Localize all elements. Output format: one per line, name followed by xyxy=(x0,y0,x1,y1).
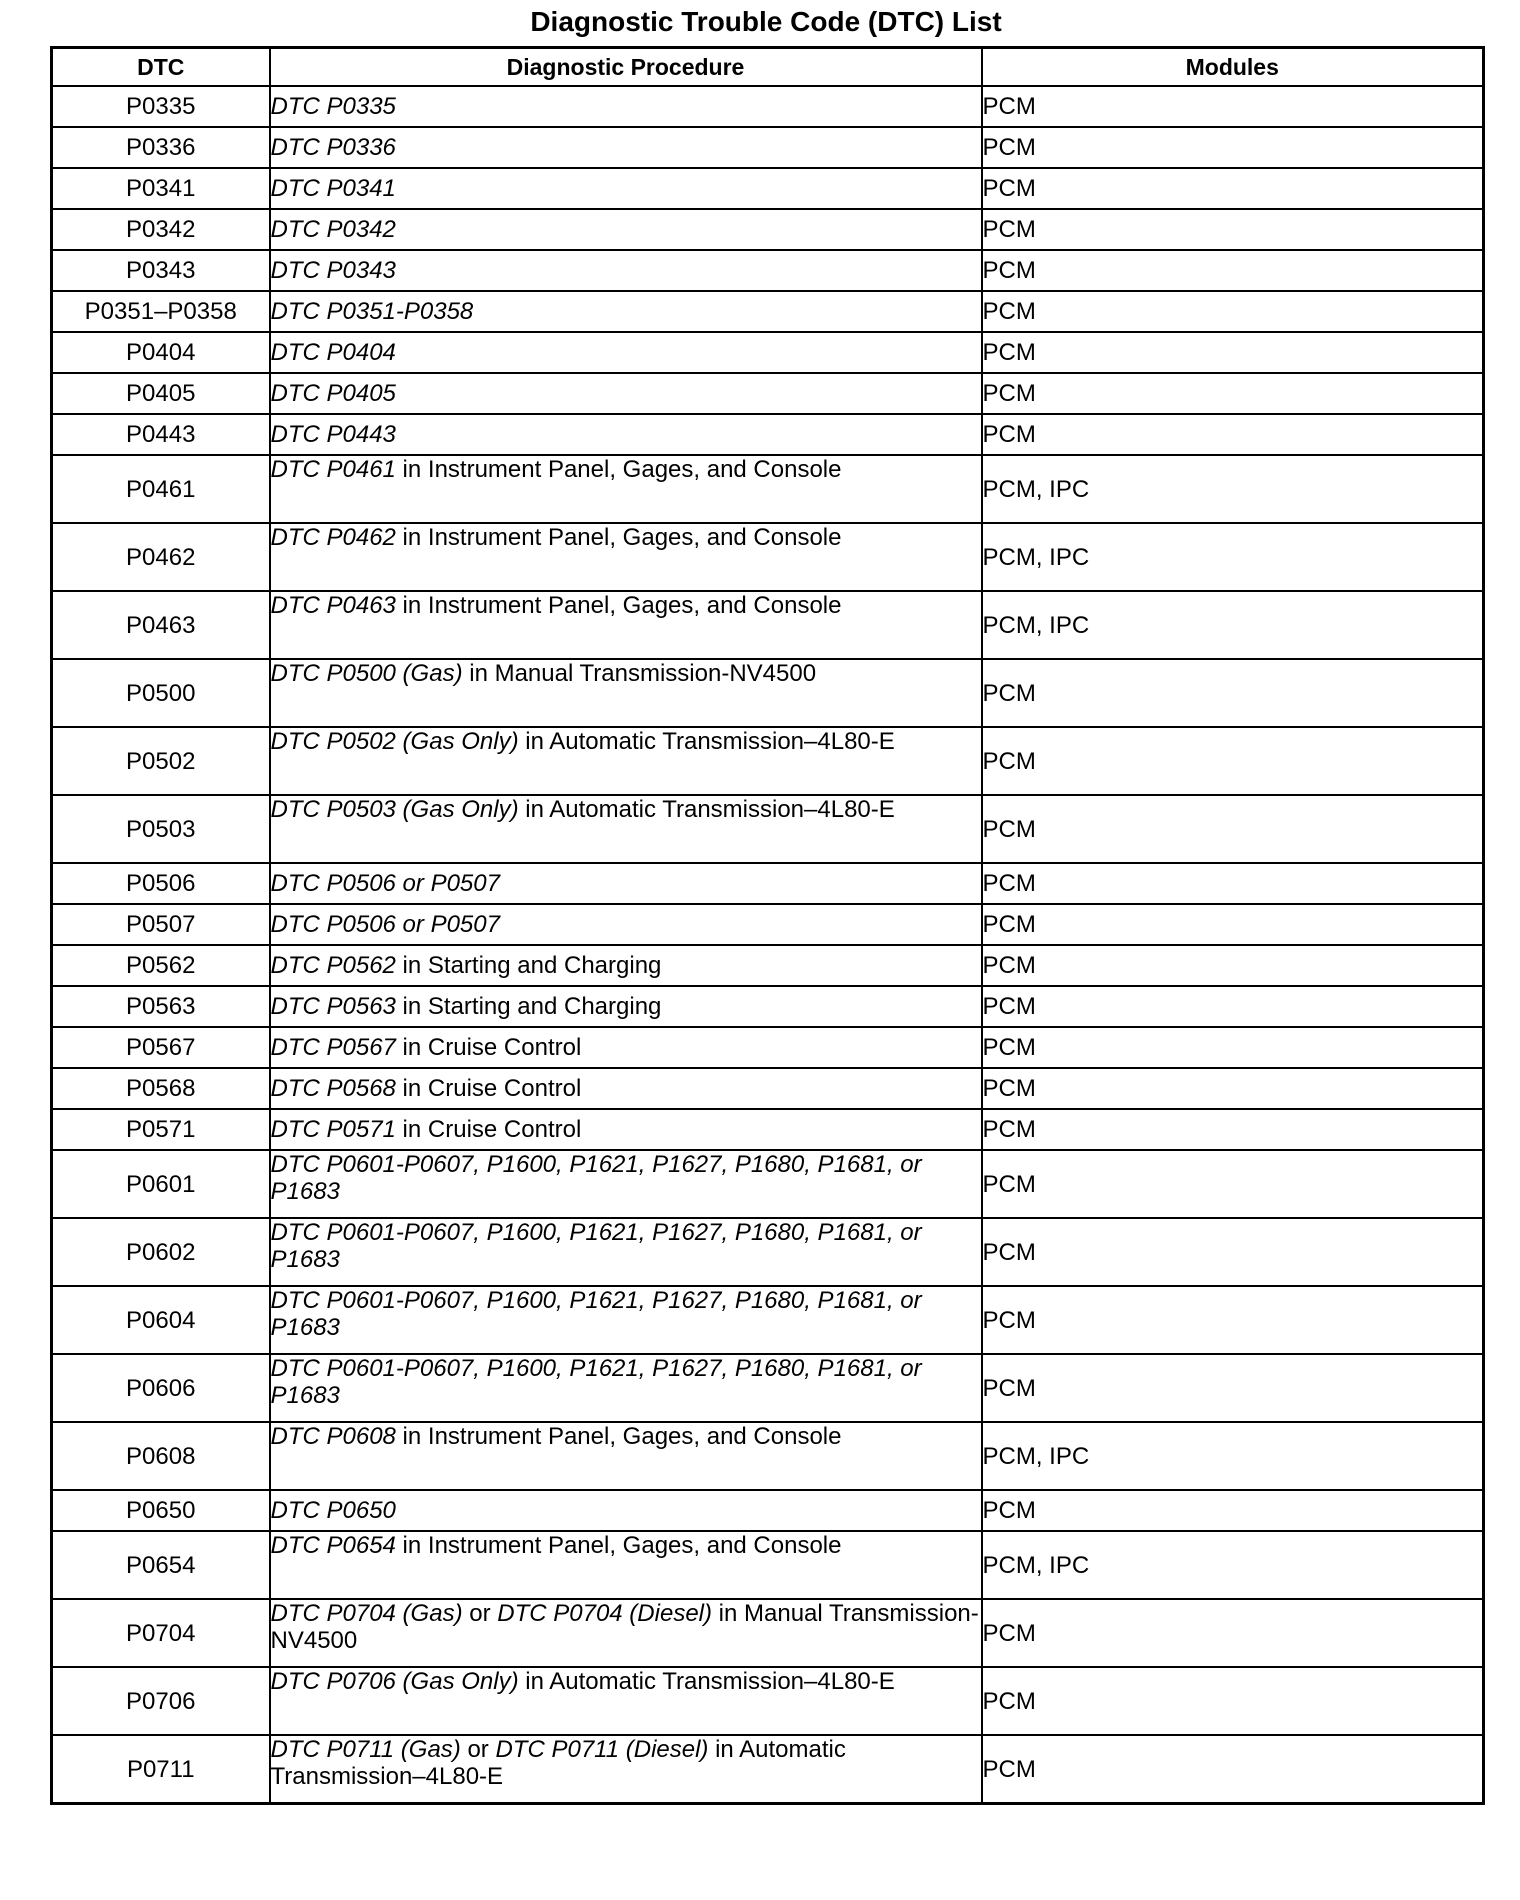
diagnostic-procedure xyxy=(270,1531,982,1599)
table-body xyxy=(52,86,1484,1804)
dtc-code: P0568 xyxy=(52,1068,270,1109)
table-row xyxy=(52,945,1484,986)
procedure-reference: DTC P0567 xyxy=(270,1034,396,1061)
procedure-reference: DTC P0601-P0607, P1600, P1621, P1627, P1680, P1681, or P1683 xyxy=(270,1355,922,1409)
procedure-location: or xyxy=(460,1736,496,1763)
dtc-code: P0351–P0358 xyxy=(52,291,270,332)
table-row xyxy=(52,209,1484,250)
table-row xyxy=(52,591,1484,659)
modules-cell: PCM xyxy=(982,250,1484,291)
table-row xyxy=(52,1667,1484,1735)
table-row xyxy=(52,1599,1484,1667)
modules-cell: PCM xyxy=(982,127,1484,168)
column-header-modules: Modules xyxy=(982,48,1484,87)
dtc-code: P0405 xyxy=(52,373,270,414)
table-row xyxy=(52,1150,1484,1218)
procedure-location: or xyxy=(462,1600,498,1627)
dtc-code: P0567 xyxy=(52,1027,270,1068)
procedure-location: in Instrument Panel, Gages, and Console xyxy=(395,456,842,483)
diagnostic-procedure xyxy=(270,523,982,591)
table-row xyxy=(52,986,1484,1027)
dtc-code: P0563 xyxy=(52,986,270,1027)
dtc-code: P0608 xyxy=(52,1422,270,1490)
table-row xyxy=(52,250,1484,291)
modules-cell: PCM xyxy=(982,1218,1484,1286)
dtc-code: P0711 xyxy=(52,1735,270,1804)
table-row xyxy=(52,523,1484,591)
procedure-reference: DTC P0342 xyxy=(270,216,396,243)
diagnostic-procedure xyxy=(270,373,982,414)
table-row xyxy=(52,1735,1484,1804)
dtc-table xyxy=(50,46,1485,1805)
modules-cell: PCM xyxy=(982,945,1484,986)
procedure-reference: DTC P0654 xyxy=(270,1532,396,1559)
modules-cell: PCM xyxy=(982,986,1484,1027)
procedure-reference: DTC P0650 xyxy=(270,1497,396,1524)
modules-cell: PCM xyxy=(982,863,1484,904)
modules-cell: PCM xyxy=(982,1027,1484,1068)
modules-cell: PCM, IPC xyxy=(982,1422,1484,1490)
procedure-reference: DTC P0506 or P0507 xyxy=(270,870,500,897)
dtc-code: P0650 xyxy=(52,1490,270,1531)
procedure-reference: DTC P0405 xyxy=(270,380,396,407)
table-row xyxy=(52,1422,1484,1490)
procedure-reference: DTC P0562 xyxy=(270,952,396,979)
dtc-code: P0503 xyxy=(52,795,270,863)
dtc-code: P0506 xyxy=(52,863,270,904)
procedure-reference: DTC P0704 (Gas) xyxy=(270,1600,463,1627)
modules-cell: PCM xyxy=(982,1599,1484,1667)
diagnostic-procedure xyxy=(270,727,982,795)
diagnostic-procedure xyxy=(270,414,982,455)
procedure-reference: DTC P0463 xyxy=(270,592,396,619)
table-row xyxy=(52,291,1484,332)
diagnostic-procedure xyxy=(270,1286,982,1354)
dtc-code: P0654 xyxy=(52,1531,270,1599)
table-row xyxy=(52,1218,1484,1286)
procedure-reference: DTC P0336 xyxy=(270,134,396,161)
modules-cell: PCM xyxy=(982,209,1484,250)
dtc-code: P0404 xyxy=(52,332,270,373)
procedure-location: in Manual Transmission-NV4500 xyxy=(462,660,817,687)
procedure-location: in Automatic Transmission–4L80-E xyxy=(518,728,895,755)
dtc-code: P0462 xyxy=(52,523,270,591)
procedure-location: in Starting and Charging xyxy=(395,952,662,979)
dtc-code: P0336 xyxy=(52,127,270,168)
table-row xyxy=(52,1354,1484,1422)
modules-cell: PCM, IPC xyxy=(982,1531,1484,1599)
diagnostic-procedure xyxy=(270,1218,982,1286)
procedure-location: in Starting and Charging xyxy=(395,993,662,1020)
diagnostic-procedure xyxy=(270,250,982,291)
table-row xyxy=(52,455,1484,523)
diagnostic-procedure xyxy=(270,1068,982,1109)
procedure-reference: DTC P0461 xyxy=(270,456,396,483)
diagnostic-procedure xyxy=(270,591,982,659)
dtc-code: P0341 xyxy=(52,168,270,209)
modules-cell: PCM xyxy=(982,1735,1484,1804)
procedure-location: in Instrument Panel, Gages, and Console xyxy=(395,592,842,619)
dtc-code: P0704 xyxy=(52,1599,270,1667)
diagnostic-procedure xyxy=(270,986,982,1027)
dtc-code: P0335 xyxy=(52,86,270,127)
table-row xyxy=(52,373,1484,414)
dtc-code: P0571 xyxy=(52,1109,270,1150)
procedure-reference: DTC P0503 (Gas Only) xyxy=(270,796,519,823)
dtc-code: P0601 xyxy=(52,1150,270,1218)
procedure-reference: DTC P0601-P0607, P1600, P1621, P1627, P1680, P1681, or P1683 xyxy=(270,1219,922,1273)
procedure-location: in Automatic Transmission–4L80-E xyxy=(270,1736,846,1790)
table-row xyxy=(52,1027,1484,1068)
table-row xyxy=(52,168,1484,209)
page-title: Diagnostic Trouble Code (DTC) List xyxy=(530,6,1002,37)
dtc-code: P0463 xyxy=(52,591,270,659)
diagnostic-procedure xyxy=(270,291,982,332)
diagnostic-procedure xyxy=(270,332,982,373)
procedure-reference: DTC P0706 (Gas Only) xyxy=(270,1668,519,1695)
modules-cell: PCM xyxy=(982,373,1484,414)
diagnostic-procedure xyxy=(270,1490,982,1531)
diagnostic-procedure xyxy=(270,904,982,945)
procedure-reference: DTC P0571 xyxy=(270,1116,396,1143)
modules-cell: PCM xyxy=(982,414,1484,455)
dtc-code: P0706 xyxy=(52,1667,270,1735)
table-row xyxy=(52,659,1484,727)
table-row xyxy=(52,904,1484,945)
procedure-reference: DTC P0335 xyxy=(270,93,396,120)
procedure-reference: DTC P0443 xyxy=(270,421,396,448)
table-row xyxy=(52,1286,1484,1354)
table-row xyxy=(52,1490,1484,1531)
diagnostic-procedure xyxy=(270,1027,982,1068)
procedure-reference: DTC P0711 (Gas) xyxy=(270,1736,461,1763)
diagnostic-procedure xyxy=(270,863,982,904)
diagnostic-procedure xyxy=(270,1735,982,1804)
table-row xyxy=(52,414,1484,455)
dtc-code: P0443 xyxy=(52,414,270,455)
modules-cell: PCM xyxy=(982,795,1484,863)
diagnostic-procedure xyxy=(270,795,982,863)
procedure-location: in Automatic Transmission–4L80-E xyxy=(518,796,895,823)
procedure-reference: DTC P0343 xyxy=(270,257,396,284)
diagnostic-procedure xyxy=(270,1354,982,1422)
procedure-reference: DTC P0608 xyxy=(270,1423,396,1450)
procedure-location: in Automatic Transmission–4L80-E xyxy=(518,1668,895,1695)
modules-cell: PCM xyxy=(982,1109,1484,1150)
diagnostic-procedure xyxy=(270,127,982,168)
procedure-reference: DTC P0704 (Diesel) xyxy=(497,1600,712,1627)
procedure-reference: DTC P0502 (Gas Only) xyxy=(270,728,519,755)
modules-cell: PCM xyxy=(982,168,1484,209)
table-row xyxy=(52,86,1484,127)
table-row xyxy=(52,127,1484,168)
modules-cell: PCM xyxy=(982,86,1484,127)
procedure-reference: DTC P0462 xyxy=(270,524,396,551)
modules-cell: PCM, IPC xyxy=(982,591,1484,659)
table-row xyxy=(52,727,1484,795)
diagnostic-procedure xyxy=(270,86,982,127)
modules-cell: PCM xyxy=(982,291,1484,332)
diagnostic-procedure xyxy=(270,455,982,523)
table-row xyxy=(52,1531,1484,1599)
dtc-code: P0461 xyxy=(52,455,270,523)
modules-cell: PCM xyxy=(982,1490,1484,1531)
procedure-reference: DTC P0506 or P0507 xyxy=(270,911,500,938)
dtc-code: P0500 xyxy=(52,659,270,727)
procedure-reference: DTC P0351-P0358 xyxy=(270,298,474,325)
procedure-reference: DTC P0568 xyxy=(270,1075,396,1102)
dtc-code: P0606 xyxy=(52,1354,270,1422)
dtc-code: P0604 xyxy=(52,1286,270,1354)
diagnostic-procedure xyxy=(270,1667,982,1735)
table-row xyxy=(52,795,1484,863)
procedure-reference: DTC P0601-P0607, P1600, P1621, P1627, P1680, P1681, or P1683 xyxy=(270,1287,922,1341)
procedure-reference: DTC P0711 (Diesel) xyxy=(495,1736,709,1763)
procedure-reference: DTC P0500 (Gas) xyxy=(270,660,463,687)
modules-cell: PCM xyxy=(982,1354,1484,1422)
modules-cell: PCM, IPC xyxy=(982,455,1484,523)
diagnostic-procedure xyxy=(270,1109,982,1150)
diagnostic-procedure xyxy=(270,1599,982,1667)
procedure-location: in Cruise Control xyxy=(395,1116,582,1143)
procedure-reference: DTC P0404 xyxy=(270,339,396,366)
table-header-row xyxy=(52,48,1484,87)
procedure-reference: DTC P0601-P0607, P1600, P1621, P1627, P1680, P1681, or P1683 xyxy=(270,1151,922,1205)
modules-cell: PCM xyxy=(982,332,1484,373)
dtc-code: P0343 xyxy=(52,250,270,291)
column-header-dtc: DTC xyxy=(52,48,270,87)
modules-cell: PCM xyxy=(982,1150,1484,1218)
modules-cell: PCM xyxy=(982,904,1484,945)
diagnostic-procedure xyxy=(270,945,982,986)
modules-cell: PCM xyxy=(982,1667,1484,1735)
dtc-code: P0562 xyxy=(52,945,270,986)
dtc-code: P0602 xyxy=(52,1218,270,1286)
procedure-location: in Cruise Control xyxy=(395,1075,582,1102)
modules-cell: PCM xyxy=(982,727,1484,795)
table-row xyxy=(52,332,1484,373)
table-row xyxy=(52,1068,1484,1109)
procedure-location: in Instrument Panel, Gages, and Console xyxy=(395,1423,842,1450)
diagnostic-procedure xyxy=(270,1150,982,1218)
procedure-location: in Manual Transmission-NV4500 xyxy=(270,1600,979,1654)
dtc-code: P0342 xyxy=(52,209,270,250)
modules-cell: PCM xyxy=(982,1286,1484,1354)
diagnostic-procedure xyxy=(270,1422,982,1490)
modules-cell: PCM xyxy=(982,659,1484,727)
procedure-location: in Instrument Panel, Gages, and Console xyxy=(395,1532,842,1559)
table-row xyxy=(52,863,1484,904)
diagnostic-procedure xyxy=(270,659,982,727)
diagnostic-procedure xyxy=(270,168,982,209)
diagnostic-procedure xyxy=(270,209,982,250)
dtc-code: P0507 xyxy=(52,904,270,945)
procedure-location: in Cruise Control xyxy=(395,1034,582,1061)
procedure-reference: DTC P0341 xyxy=(270,175,396,202)
procedure-reference: DTC P0563 xyxy=(270,993,396,1020)
modules-cell: PCM xyxy=(982,1068,1484,1109)
table-row xyxy=(52,1109,1484,1150)
dtc-code: P0502 xyxy=(52,727,270,795)
modules-cell: PCM, IPC xyxy=(982,523,1484,591)
column-header-procedure: Diagnostic Procedure xyxy=(270,48,982,87)
procedure-location: in Instrument Panel, Gages, and Console xyxy=(395,524,842,551)
